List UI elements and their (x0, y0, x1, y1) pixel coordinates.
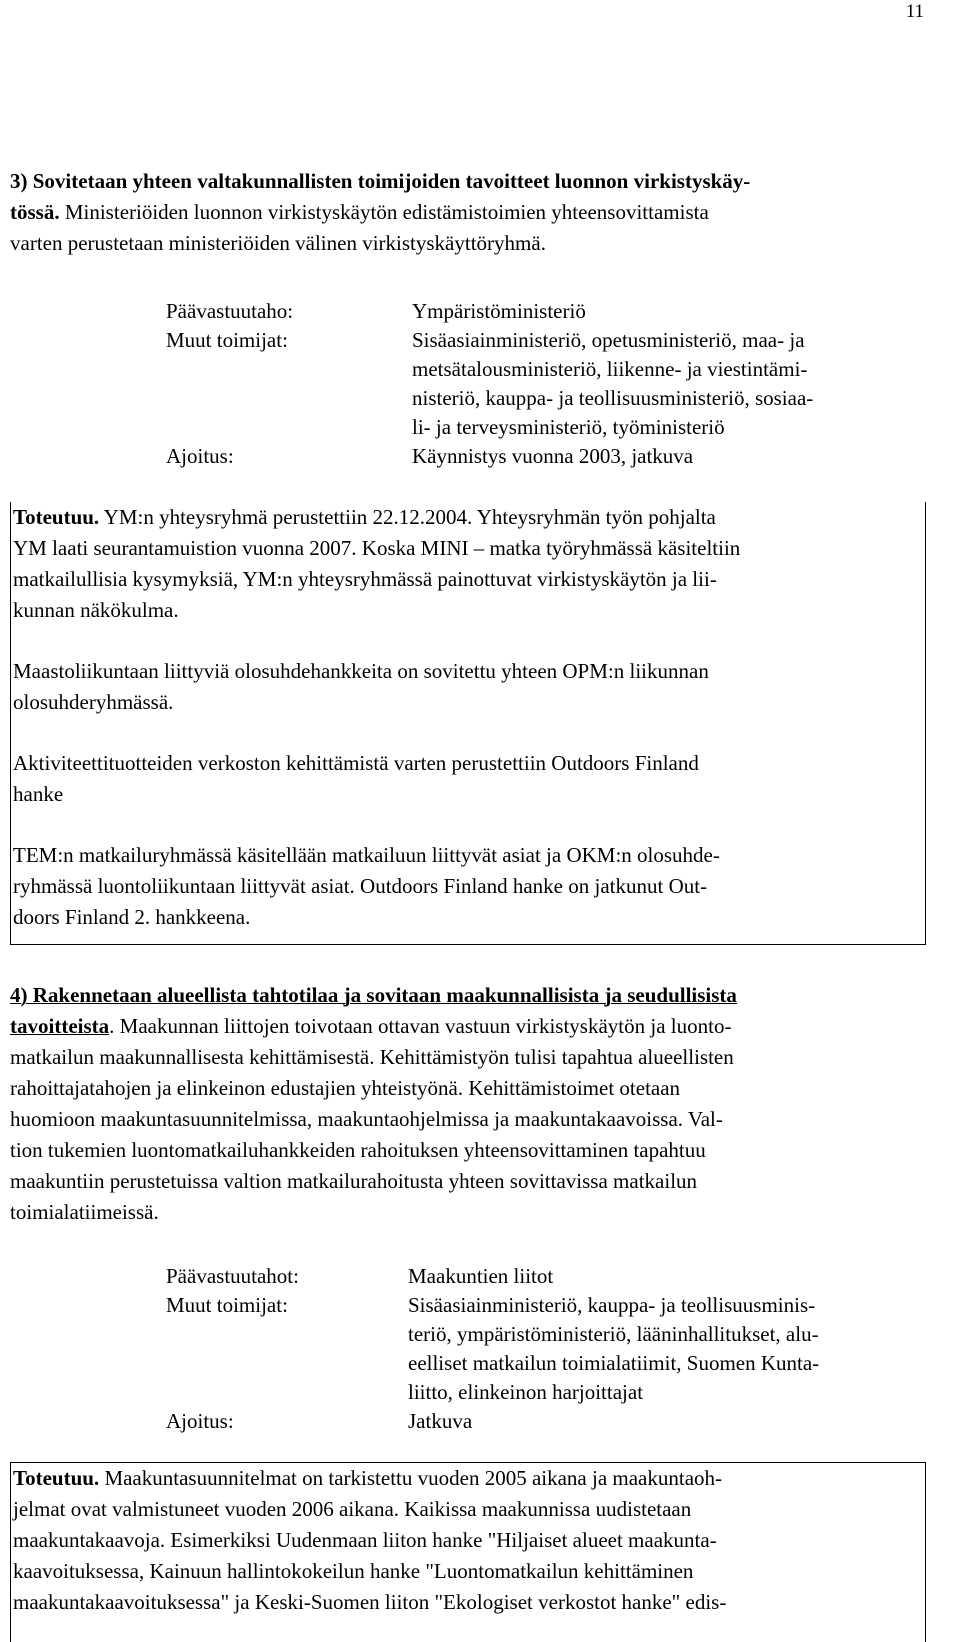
status-4-paragraph (13, 1463, 925, 1618)
section-4-text: . Maakunnan liittojen toivotaan ottavan vastuun virkistyskäytön ja luonto- matkailun maakunnallisesta kehittämisestä. Kehittämistyön tulisi tapahtua alueellisten rahoittajatahojen ja elinkeinon edustajien yhteistyönä. Kehittämistoimet otetaan huomioon maakuntasuunnitelmissa, maakuntaohjelmissa ja maakuntakaavoissa. Val- tion tukemien luontomatkailuhankkeiden rahoituksen yhteensovittaminen tapahtuu maakuntiin perustetuissa valtion matkailurahoitusta yhteen sovittavissa matkailun toimialatiimeissä. (10, 1014, 734, 1224)
others-row (166, 326, 960, 442)
responsible-value: Maakuntien liitot (408, 1264, 554, 1288)
others-row (166, 1291, 948, 1407)
timing-label: Ajoitus: (166, 444, 234, 468)
section-3-info-table (166, 297, 960, 471)
page-number: 11 (905, 1, 924, 22)
timing-value: Käynnistys vuonna 2003, jatkuva (412, 444, 694, 468)
responsible-value: Ympäristöministeriö (412, 299, 586, 323)
section-4-heading: 4) Rakennetaan alueellista tahtotilaa ja sovitaan maakunnallisista ja seudullisista tavoitteista (10, 983, 737, 1038)
timing-row (166, 442, 960, 471)
others-value: Sisäasiainministeriö, kauppa- ja teollisuusminis- teriö, ympäristöministeriö, lääninhallitukset, alu- eelliset matkailun toimialatiimit, Suomen Kunta- liitto, elinkeinon harjoittajat (408, 1293, 820, 1404)
status-3-paragraph-1 (13, 502, 925, 626)
section-3-heading: 3) Sovitetaan yhteen valtakunnallisten toimijoiden tavoitteet luonnon virkistyskäy- tössä. (10, 169, 751, 224)
others-value: Sisäasiainministeriö, opetusministeriö, maa- ja metsätalousministeriö, liikenne- ja viestintämi- nisteriö, kauppa- ja teollisuusministeriö, sosiaa- li- ja terveysministeriö, työministeriö (412, 328, 814, 439)
section-3-status-box (10, 502, 926, 945)
section-3-text: Ministeriöiden luonnon virkistyskäytön edistämistoimien yhteensovittamista varten perustetaan ministeriöiden välinen virkistyskäyttöryhmä. (10, 200, 709, 255)
status-3-label: Toteutuu. (13, 505, 100, 529)
status-3-paragraph-3: Aktiviteettituotteiden verkoston kehittämistä varten perustettiin Outdoors Finland hanke (13, 751, 699, 806)
status-3-paragraph-2: Maastoliikuntaan liittyviä olosuhdehankkeita on sovitettu yhteen OPM:n liikunnan olosuhderyhmässä. (13, 659, 709, 714)
others-label: Muut toimijat: (166, 328, 288, 352)
responsible-label: Päävastuutaho: (166, 299, 294, 323)
timing-row (166, 1407, 948, 1436)
section-4-intro (10, 980, 932, 1228)
responsible-row (166, 1262, 948, 1291)
others-label: Muut toimijat: (166, 1293, 288, 1317)
timing-value: Jatkuva (408, 1409, 473, 1433)
status-3-paragraph-4: TEM:n matkailuryhmässä käsitellään matkailuun liittyvät asiat ja OKM:n olosuhde- ryhmässä luontoliikuntaan liittyvät asiat. Outdoors Finland hanke on jatkunut Out- doors Finland 2. hankkeena. (13, 843, 720, 929)
status-4-text: Maakuntasuunnitelmat on tarkistettu vuoden 2005 aikana ja maakuntaoh- jelmat ovat valmistuneet vuoden 2006 aikana. Kaikissa maakunnissa uudistetaan maakuntakaavoja. Esimerkiksi Uudenmaan liiton hanke "Hiljaiset alueet maakunta- kaavoituksessa, Kainuun hallintokokeilun hanke "Luontomatkailun kehittäminen maakuntakaavoituksessa" ja Keski-Suomen liiton "Ekologiset verkostot hanke" edis- (13, 1466, 727, 1614)
responsible-label: Päävastuutahot: (166, 1264, 299, 1288)
responsible-row (166, 297, 960, 326)
section-3-intro (10, 166, 932, 259)
section-4-info-table (166, 1262, 948, 1436)
timing-label: Ajoitus: (166, 1409, 234, 1433)
status-4-label: Toteutuu. (13, 1466, 100, 1490)
section-4-status-box (10, 1462, 926, 1642)
status-3-text: YM:n yhteysryhmä perustettiin 22.12.2004. Yhteysryhmän työn pohjalta YM laati seurantamuistion vuonna 2007. Koska MINI – matka työryhmässä käsiteltiin matkailullisia kysymyksiä, YM:n yhteysryhmässä painottuvat virkistyskäytön ja lii- kunnan näkökulma. (13, 505, 741, 622)
